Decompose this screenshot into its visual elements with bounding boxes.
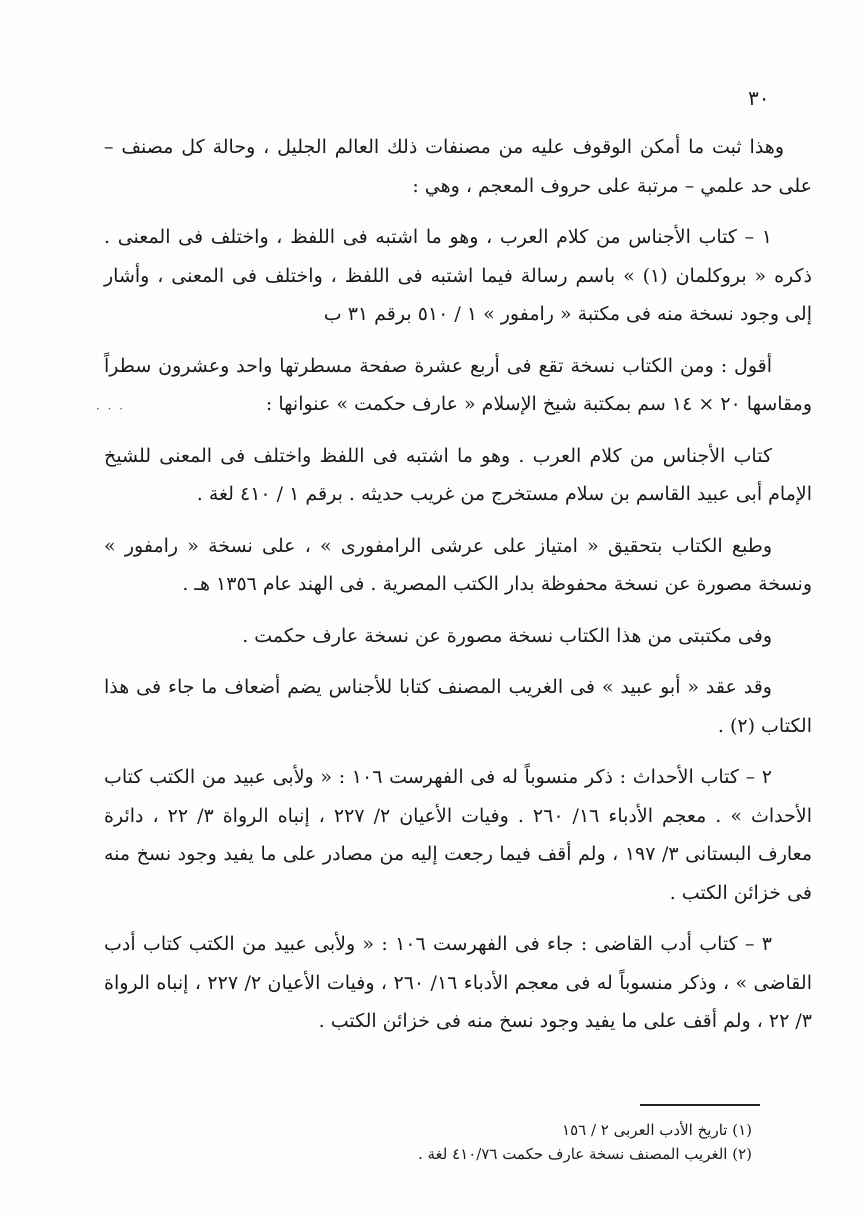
entry-2-paragraph: ٢ – كتاب الأحداث : ذكر منسوباً له فى الفهرست ١٠٦ : « ولأبى عبيد من الكتب كتاب الأحداث » . معجم الأدباء ١٦/ ٢٦٠ . وفيات الأعيان ٢/ ٢٢٧ ، إنباه الرواة ٣/ ٢٢ ، دائرة معارف البستانى ٣/ ١٩٧ ، ولم أقف فيما رجعت إليه من مصادر على ما يفيد وجود نسخ منه فى خزائن الكتب . bbox=[104, 766, 813, 904]
body-text bbox=[104, 128, 812, 1054]
footnote-divider bbox=[640, 1104, 760, 1106]
footnote-2: (٢) الغريب المصنف نسخة عارف حكمت ٤١٠/٧٦ لغة . bbox=[417, 1145, 752, 1163]
entry-3-paragraph: ٣ – كتاب أدب القاضى : جاء فى الفهرست ١٠٦ : « ولأبى عبيد من الكتب كتاب أدب القاضى » ، وذكر منسوباً له فى معجم الأدباء ١٦/ ٢٦٠ ، وفيات الأعيان ٢/ ٢٢٧ ، إنباه الرواة ٣/ ٢٢ ، ولم أقف على ما يفيد وجود نسخ منه فى خزائن الكتب . bbox=[104, 933, 812, 1032]
comment-paragraph: أقول : ومن الكتاب نسخة تقع فى أربع عشرة صفحة مسطرتها واحد وعشرون سطراً ومقاسها ٢٠ × ١٤ سم بمكتبة شيخ الإسلام « عارف حكمت » عنوانها : bbox=[104, 354, 812, 415]
footnotes bbox=[260, 1118, 752, 1166]
page-number: ٣٠ bbox=[748, 86, 770, 110]
library-copy-paragraph: وفى مكتبتى من هذا الكتاب نسخة مصورة عن نسخة عارف حكمت . bbox=[242, 624, 772, 647]
gharib-paragraph: وقد عقد « أبو عبيد » فى الغريب المصنف كتابا للأجناس يضم أضعاف ما جاء فى هذا الكتاب (٢) . bbox=[104, 676, 812, 737]
footnote-1: (١) تاريخ الأدب العربى ٢ / ١٥٦ bbox=[562, 1121, 752, 1139]
edition-paragraph: وطبع الكتاب بتحقيق « امتياز على عرشى الرامفورى » ، على نسخة « رامفور » ونسخة مصورة عن نسخة محفوظة بدار الكتب المصرية . فى الهند عام ١٣٥٦ هـ . bbox=[104, 534, 812, 595]
margin-ink-mark: · · · bbox=[96, 402, 126, 416]
entry-1-paragraph: ١ – كتاب الأجناس من كلام العرب ، وهو ما اشتبه فى اللفظ ، واختلف فى المعنى . ذكره « بروكلمان (١) » باسم رسالة فيما اشتبه فى اللفظ ، واختلف فى المعنى ، وأشار إلى وجود نسخة منه فى مكتبة « رامفور » ١ / ٥١٠ برقم ٣١ ب bbox=[104, 226, 813, 325]
intro-paragraph: وهذا ثبت ما أمكن الوقوف عليه من مصنفات ذلك العالم الجليل ، وحالة كل مصنف – على حد علمي – مرتبة على حروف المعجم ، وهي : bbox=[104, 136, 812, 197]
title-quote-paragraph: كتاب الأجناس من كلام العرب . وهو ما اشتبه فى اللفظ واختلف فى المعنى للشيخ الإمام أبى عبيد القاسم بن سلام مستخرج من غريب حديثه . برقم ١ / ٤١٠ لغة . bbox=[104, 444, 812, 505]
